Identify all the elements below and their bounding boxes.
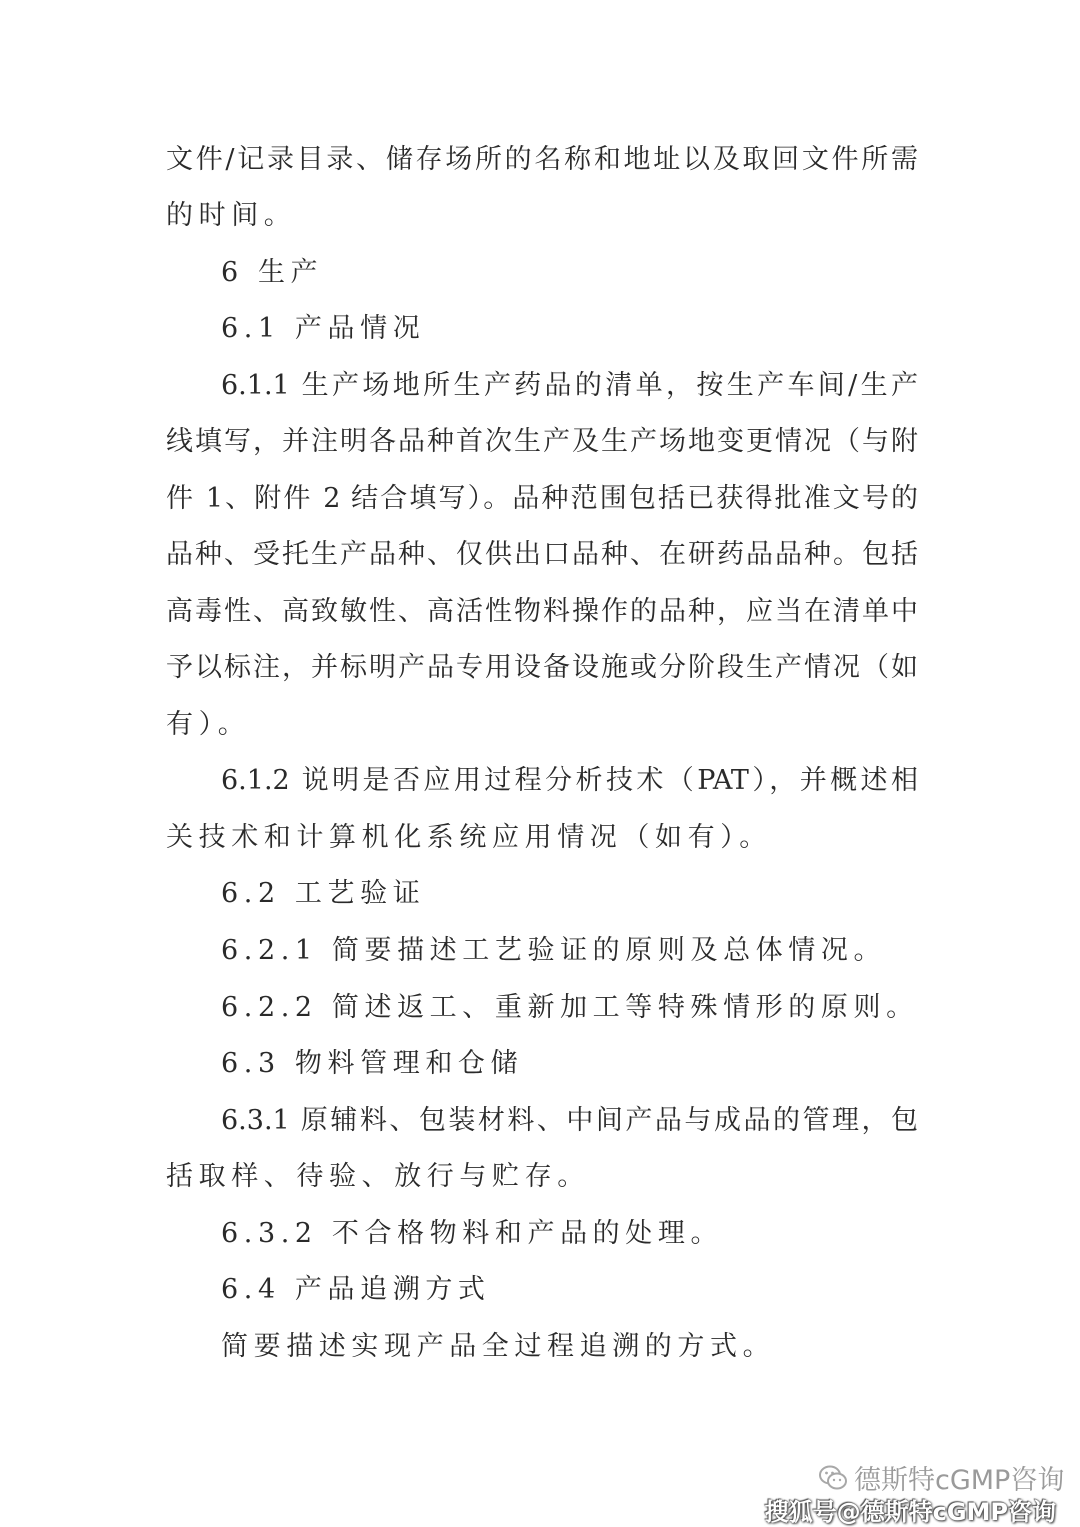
sohu-watermark: 搜狐号@德斯特cGMP咨询 — [764, 1498, 1056, 1526]
text-line: 品种、受托生产品种、仅供出口品种、在研药品品种。包括 — [166, 539, 918, 570]
text-line: 简要描述实现产品全过程追溯的方式。 — [221, 1331, 776, 1362]
text-line: 6.2.2 简述返工、重新加工等特殊情形的原则。 — [221, 992, 919, 1023]
section-heading: 6.1 产品情况 — [221, 313, 426, 344]
text-line: 6.3.2 不合格物料和产品的处理。 — [221, 1218, 724, 1249]
wechat-icon — [818, 1463, 848, 1493]
section-heading: 6.4 产品追溯方式 — [221, 1274, 491, 1305]
section-heading: 6.2 工艺验证 — [221, 878, 426, 909]
text-line: 6.1.2 说明是否应用过程分析技术（PAT），并概述相 — [221, 765, 918, 796]
text-line: 文件/记录目录、储存场所的名称和地址以及取回文件所需 — [166, 144, 918, 175]
text-line: 关技术和计算机化系统应用情况（如有）。 — [166, 822, 772, 853]
text-line: 的时间。 — [166, 200, 297, 231]
text-line: 6.2.1 简要描述工艺验证的原则及总体情况。 — [221, 935, 887, 966]
watermark-account: 德斯特cGMP咨询 — [854, 1465, 1065, 1496]
text-line: 有）。 — [166, 709, 251, 740]
text-line: 高毒性、高致敏性、高活性物料操作的品种，应当在清单中 — [166, 596, 918, 627]
section-heading: 6 生产 — [221, 257, 324, 288]
text-line: 6.3.1 原辅料、包装材料、中间产品与成品的管理，包 — [221, 1105, 918, 1136]
text-line: 件 1、附件 2 结合填写）。品种范围包括已获得批准文号的 — [166, 483, 918, 514]
text-line: 6.1.1 生产场地所生产药品的清单，按生产车间/生产 — [221, 370, 918, 401]
text-line: 括取样、待验、放行与贮存。 — [166, 1161, 590, 1192]
text-line: 线填写，并注明各品种首次生产及生产场地变更情况（与附 — [166, 426, 918, 457]
section-heading: 6.3 物料管理和仓储 — [221, 1048, 524, 1079]
text-line: 予以标注，并标明产品专用设备设施或分阶段生产情况（如 — [166, 652, 918, 683]
